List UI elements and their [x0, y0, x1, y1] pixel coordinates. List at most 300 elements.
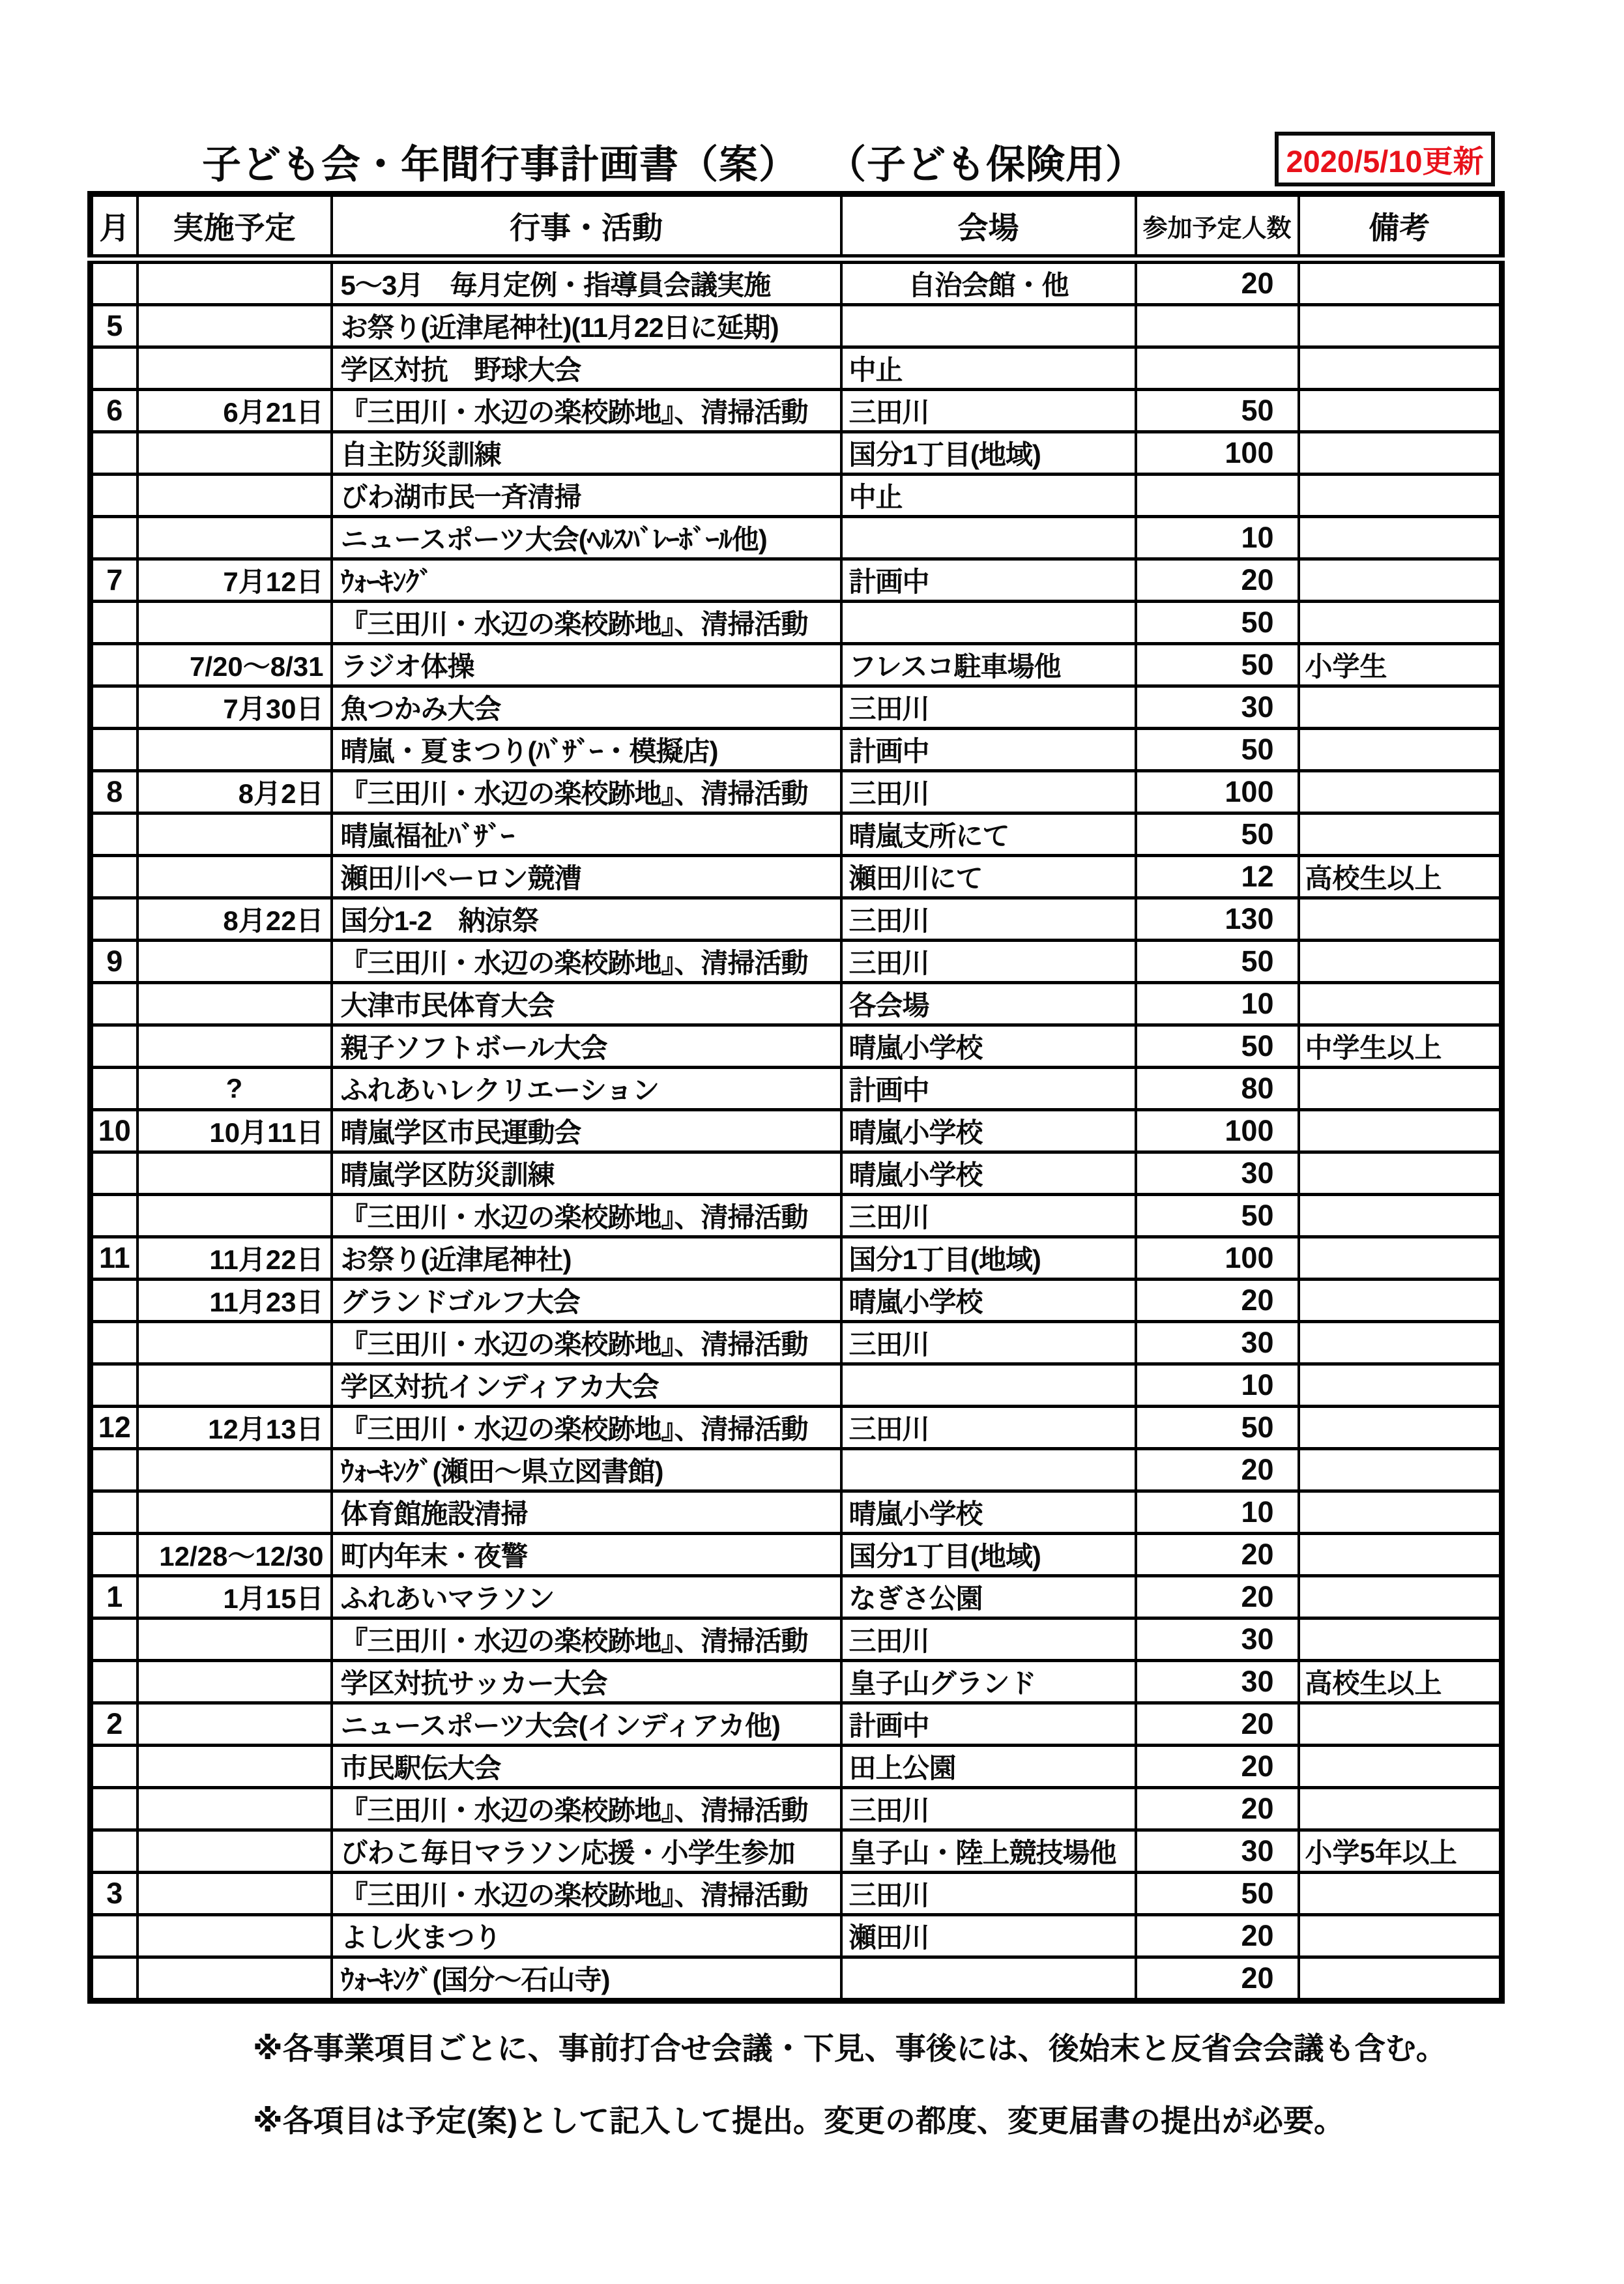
participants-cell: 20 — [1136, 1746, 1299, 1788]
activity-cell: ｳｫｰｷﾝｸﾞ(国分～石山寺) — [332, 1957, 841, 2001]
month-cell — [91, 686, 138, 729]
note-cell — [1299, 1788, 1502, 1830]
venue-cell: 三田川 — [841, 686, 1136, 729]
venue-cell: 中止 — [841, 347, 1136, 390]
note-cell — [1299, 1110, 1502, 1152]
schedule-row — [91, 1068, 1502, 1110]
activity-cell: 親子ソフトボール大会 — [332, 1025, 841, 1068]
venue-cell: 晴嵐支所にて — [841, 813, 1136, 856]
month-cell — [91, 1746, 138, 1788]
table-header — [91, 194, 1502, 259]
venue-cell: 晴嵐小学校 — [841, 1025, 1136, 1068]
month-cell — [91, 813, 138, 856]
note-cell — [1299, 1449, 1502, 1491]
activity-cell: 『三田川・水辺の楽校跡地』、清掃活動 — [332, 1873, 841, 1915]
participants-cell: 50 — [1136, 602, 1299, 644]
activity-cell: 『三田川・水辺の楽校跡地』、清掃活動 — [332, 941, 841, 983]
month-cell — [91, 1195, 138, 1237]
venue-cell: なぎさ公園 — [841, 1576, 1136, 1618]
date-cell: 8月2日 — [138, 771, 332, 813]
date-cell: 11月23日 — [138, 1280, 332, 1322]
column-header-activity: 行事・活動 — [332, 194, 841, 259]
schedule-row — [91, 771, 1502, 813]
venue-cell: 瀬田川にて — [841, 856, 1136, 898]
participants-cell: 10 — [1136, 1491, 1299, 1534]
schedule-row — [91, 390, 1502, 432]
date-cell: 10月11日 — [138, 1110, 332, 1152]
note-cell — [1299, 1152, 1502, 1195]
participants-cell: 50 — [1136, 1025, 1299, 1068]
footnote-line-2: ※各項目は予定(案)として記入して提出。変更の都度、変更届書の提出が必要。 — [253, 2103, 1344, 2138]
month-cell: 12 — [91, 1407, 138, 1449]
date-cell — [138, 941, 332, 983]
month-cell — [91, 1534, 138, 1576]
month-cell: 3 — [91, 1873, 138, 1915]
activity-cell: 『三田川・水辺の楽校跡地』、清掃活動 — [332, 1618, 841, 1661]
date-cell: 12月13日 — [138, 1407, 332, 1449]
note-cell: 小学生 — [1299, 644, 1502, 686]
date-cell — [138, 259, 332, 305]
schedule-row — [91, 475, 1502, 517]
participants-cell: 130 — [1136, 898, 1299, 941]
participants-cell — [1136, 347, 1299, 390]
note-cell: 高校生以上 — [1299, 856, 1502, 898]
note-cell — [1299, 1915, 1502, 1957]
month-cell — [91, 602, 138, 644]
schedule-row — [91, 1280, 1502, 1322]
note-cell — [1299, 602, 1502, 644]
date-cell — [138, 1788, 332, 1830]
participants-cell: 20 — [1136, 1788, 1299, 1830]
venue-cell: 晴嵐小学校 — [841, 1152, 1136, 1195]
schedule-row — [91, 602, 1502, 644]
participants-cell: 100 — [1136, 1110, 1299, 1152]
participants-cell: 50 — [1136, 813, 1299, 856]
venue-cell: 計画中 — [841, 729, 1136, 771]
date-cell — [138, 1491, 332, 1534]
note-cell — [1299, 686, 1502, 729]
schedule-row — [91, 1576, 1502, 1618]
month-cell — [91, 983, 138, 1025]
schedule-row — [91, 559, 1502, 602]
participants-cell: 30 — [1136, 1618, 1299, 1661]
activity-cell: 学区対抗インディアカ大会 — [332, 1364, 841, 1407]
note-cell — [1299, 771, 1502, 813]
activity-cell: 『三田川・水辺の楽校跡地』、清掃活動 — [332, 602, 841, 644]
note-cell — [1299, 305, 1502, 347]
month-cell — [91, 1618, 138, 1661]
date-cell — [138, 1873, 332, 1915]
note-cell — [1299, 1746, 1502, 1788]
column-header-date: 実施予定 — [138, 194, 332, 259]
venue-cell: 計画中 — [841, 1703, 1136, 1746]
month-cell: 5 — [91, 305, 138, 347]
schedule-row — [91, 856, 1502, 898]
activity-cell: ｳｫｰｷﾝｸﾞ(瀬田～県立図書館) — [332, 1449, 841, 1491]
venue-cell: 三田川 — [841, 1618, 1136, 1661]
venue-cell: 三田川 — [841, 1407, 1136, 1449]
schedule-row — [91, 1957, 1502, 2001]
participants-cell: 50 — [1136, 1195, 1299, 1237]
page-title-sub: （子ども保険用） — [847, 143, 1145, 186]
participants-cell: 30 — [1136, 1830, 1299, 1873]
updated-date-label: 2020/5/10更新 — [1286, 143, 1484, 179]
note-cell — [1299, 517, 1502, 559]
participants-cell: 30 — [1136, 686, 1299, 729]
venue-cell: 三田川 — [841, 1195, 1136, 1237]
note-cell — [1299, 1873, 1502, 1915]
date-cell — [138, 305, 332, 347]
schedule-row — [91, 1449, 1502, 1491]
activity-cell: 瀬田川ペーロン競漕 — [332, 856, 841, 898]
activity-cell: 国分1-2 納涼祭 — [332, 898, 841, 941]
month-cell: 1 — [91, 1576, 138, 1618]
activity-cell: 『三田川・水辺の楽校跡地』、清掃活動 — [332, 390, 841, 432]
participants-cell: 20 — [1136, 1280, 1299, 1322]
month-cell — [91, 1068, 138, 1110]
note-cell: 高校生以上 — [1299, 1661, 1502, 1703]
note-cell — [1299, 813, 1502, 856]
note-cell: 小学5年以上 — [1299, 1830, 1502, 1873]
activity-cell: 自主防災訓練 — [332, 432, 841, 475]
month-cell — [91, 644, 138, 686]
date-cell — [138, 602, 332, 644]
page-title — [202, 134, 1145, 190]
schedule-row — [91, 1152, 1502, 1195]
activity-cell: 晴嵐学区防災訓練 — [332, 1152, 841, 1195]
month-cell — [91, 259, 138, 305]
month-cell — [91, 1788, 138, 1830]
date-cell: 11月22日 — [138, 1237, 332, 1280]
schedule-row — [91, 1915, 1502, 1957]
participants-cell: 80 — [1136, 1068, 1299, 1110]
participants-cell: 50 — [1136, 1407, 1299, 1449]
activity-cell: ふれあいレクリエーション — [332, 1068, 841, 1110]
month-cell — [91, 1915, 138, 1957]
activity-cell: 5～3月 毎月定例・指導員会議実施 — [332, 259, 841, 305]
column-header-participants: 参加予定人数 — [1136, 194, 1299, 259]
venue-cell: 皇子山グランド — [841, 1661, 1136, 1703]
schedule-row — [91, 1025, 1502, 1068]
participants-cell: 50 — [1136, 390, 1299, 432]
date-cell — [138, 347, 332, 390]
activity-cell: 学区対抗サッカー大会 — [332, 1661, 841, 1703]
note-cell — [1299, 1280, 1502, 1322]
venue-cell: 国分1丁目(地域) — [841, 1237, 1136, 1280]
date-cell — [138, 475, 332, 517]
note-cell — [1299, 1407, 1502, 1449]
activity-cell: 『三田川・水辺の楽校跡地』、清掃活動 — [332, 1788, 841, 1830]
date-cell — [138, 1364, 332, 1407]
schedule-row — [91, 898, 1502, 941]
venue-cell: 中止 — [841, 475, 1136, 517]
venue-cell: 国分1丁目(地域) — [841, 1534, 1136, 1576]
date-cell — [138, 813, 332, 856]
date-cell — [138, 1703, 332, 1746]
date-cell: 7月30日 — [138, 686, 332, 729]
date-cell: 8月22日 — [138, 898, 332, 941]
activity-cell: お祭り(近津尾神社)(11月22日に延期) — [332, 305, 841, 347]
participants-cell: 50 — [1136, 729, 1299, 771]
venue-cell: 三田川 — [841, 771, 1136, 813]
venue-cell: 晴嵐小学校 — [841, 1110, 1136, 1152]
date-cell — [138, 729, 332, 771]
month-cell — [91, 517, 138, 559]
date-cell: ? — [138, 1068, 332, 1110]
schedule-row — [91, 1661, 1502, 1703]
participants-cell: 50 — [1136, 941, 1299, 983]
activity-cell: 晴嵐学区市民運動会 — [332, 1110, 841, 1152]
schedule-row — [91, 644, 1502, 686]
month-cell — [91, 1491, 138, 1534]
activity-cell: 町内年末・夜警 — [332, 1534, 841, 1576]
venue-cell: 三田川 — [841, 390, 1136, 432]
schedule-table-container — [87, 191, 1505, 2004]
schedule-row — [91, 941, 1502, 983]
month-cell: 9 — [91, 941, 138, 983]
activity-cell: ニュースポーツ大会(インディアカ他) — [332, 1703, 841, 1746]
note-cell — [1299, 347, 1502, 390]
schedule-row — [91, 686, 1502, 729]
date-cell — [138, 1195, 332, 1237]
participants-cell: 12 — [1136, 856, 1299, 898]
month-cell — [91, 1449, 138, 1491]
note-cell — [1299, 1195, 1502, 1237]
note-cell — [1299, 1068, 1502, 1110]
activity-cell: お祭り(近津尾神社) — [332, 1237, 841, 1280]
page-title-main: 子ども会・年間行事計画書（案） — [202, 143, 798, 186]
month-cell: 6 — [91, 390, 138, 432]
date-cell — [138, 1661, 332, 1703]
participants-cell: 50 — [1136, 1873, 1299, 1915]
participants-cell: 50 — [1136, 644, 1299, 686]
column-header-note: 備考 — [1299, 194, 1502, 259]
schedule-row — [91, 347, 1502, 390]
note-cell — [1299, 1957, 1502, 2001]
annual-schedule-table — [87, 191, 1505, 2004]
month-cell: 7 — [91, 559, 138, 602]
month-cell — [91, 1152, 138, 1195]
date-cell — [138, 1025, 332, 1068]
schedule-row — [91, 1364, 1502, 1407]
venue-cell: 三田川 — [841, 898, 1136, 941]
note-cell — [1299, 1618, 1502, 1661]
venue-cell: 三田川 — [841, 1322, 1136, 1364]
participants-cell: 20 — [1136, 1703, 1299, 1746]
note-cell — [1299, 432, 1502, 475]
participants-cell: 30 — [1136, 1322, 1299, 1364]
date-cell — [138, 1152, 332, 1195]
schedule-row — [91, 1746, 1502, 1788]
month-cell — [91, 432, 138, 475]
date-cell — [138, 1830, 332, 1873]
venue-cell: 皇子山・陸上競技場他 — [841, 1830, 1136, 1873]
table-body — [91, 259, 1502, 2001]
month-cell — [91, 729, 138, 771]
venue-cell — [841, 1364, 1136, 1407]
venue-cell: 三田川 — [841, 1873, 1136, 1915]
month-cell — [91, 1025, 138, 1068]
note-cell — [1299, 259, 1502, 305]
activity-cell: 体育館施設清掃 — [332, 1491, 841, 1534]
venue-cell: 自治会館・他 — [841, 259, 1136, 305]
note-cell: 中学生以上 — [1299, 1025, 1502, 1068]
participants-cell: 10 — [1136, 517, 1299, 559]
venue-cell: 晴嵐小学校 — [841, 1280, 1136, 1322]
venue-cell — [841, 1449, 1136, 1491]
venue-cell: 晴嵐小学校 — [841, 1491, 1136, 1534]
date-cell — [138, 1915, 332, 1957]
month-cell: 2 — [91, 1703, 138, 1746]
venue-cell: 三田川 — [841, 1788, 1136, 1830]
month-cell: 10 — [91, 1110, 138, 1152]
schedule-row — [91, 1788, 1502, 1830]
schedule-row — [91, 1110, 1502, 1152]
note-cell — [1299, 559, 1502, 602]
schedule-row — [91, 1534, 1502, 1576]
schedule-row — [91, 1491, 1502, 1534]
date-cell — [138, 1322, 332, 1364]
participants-cell: 10 — [1136, 1364, 1299, 1407]
activity-cell: よし火まつり — [332, 1915, 841, 1957]
activity-cell: 晴嵐・夏まつり(ﾊﾞｻﾞｰ・模擬店) — [332, 729, 841, 771]
venue-cell — [841, 1957, 1136, 2001]
month-cell — [91, 1322, 138, 1364]
participants-cell: 20 — [1136, 1576, 1299, 1618]
participants-cell: 30 — [1136, 1152, 1299, 1195]
note-cell — [1299, 983, 1502, 1025]
month-cell — [91, 475, 138, 517]
venue-cell — [841, 305, 1136, 347]
note-cell — [1299, 1576, 1502, 1618]
activity-cell: ｳｫｰｷﾝｸﾞ — [332, 559, 841, 602]
note-cell — [1299, 1322, 1502, 1364]
venue-cell: 各会場 — [841, 983, 1136, 1025]
participants-cell: 100 — [1136, 1237, 1299, 1280]
month-cell — [91, 1830, 138, 1873]
column-header-month: 月 — [91, 194, 138, 259]
date-cell: 7月12日 — [138, 559, 332, 602]
date-cell: 1月15日 — [138, 1576, 332, 1618]
footnotes — [253, 2025, 1447, 2141]
month-cell — [91, 1364, 138, 1407]
activity-cell: 市民駅伝大会 — [332, 1746, 841, 1788]
activity-cell: 『三田川・水辺の楽校跡地』、清掃活動 — [332, 1407, 841, 1449]
updated-date-badge — [1275, 132, 1495, 186]
activity-cell: ふれあいマラソン — [332, 1576, 841, 1618]
note-cell — [1299, 390, 1502, 432]
activity-cell: びわこ毎日マラソン応援・小学生参加 — [332, 1830, 841, 1873]
date-cell — [138, 1618, 332, 1661]
venue-cell: 三田川 — [841, 941, 1136, 983]
month-cell — [91, 898, 138, 941]
schedule-row — [91, 432, 1502, 475]
schedule-row — [91, 1195, 1502, 1237]
activity-cell: 『三田川・水辺の楽校跡地』、清掃活動 — [332, 771, 841, 813]
participants-cell: 20 — [1136, 1534, 1299, 1576]
date-cell — [138, 517, 332, 559]
schedule-row — [91, 305, 1502, 347]
participants-cell: 20 — [1136, 1957, 1299, 2001]
note-cell — [1299, 729, 1502, 771]
schedule-row — [91, 1618, 1502, 1661]
date-cell — [138, 1449, 332, 1491]
venue-cell — [841, 602, 1136, 644]
schedule-row — [91, 1703, 1502, 1746]
date-cell — [138, 1957, 332, 2001]
date-cell — [138, 856, 332, 898]
participants-cell: 20 — [1136, 1915, 1299, 1957]
date-cell — [138, 432, 332, 475]
schedule-row — [91, 1322, 1502, 1364]
schedule-row — [91, 983, 1502, 1025]
venue-cell: 瀬田川 — [841, 1915, 1136, 1957]
month-cell: 11 — [91, 1237, 138, 1280]
month-cell: 8 — [91, 771, 138, 813]
participants-cell — [1136, 475, 1299, 517]
schedule-row — [91, 1830, 1502, 1873]
note-cell — [1299, 1534, 1502, 1576]
footnote-line-1: ※各事業項目ごとに、事前打合せ会議・下見、事後には、後始末と反省会会議も含む。 — [253, 2031, 1447, 2066]
venue-cell: フレスコ駐車場他 — [841, 644, 1136, 686]
month-cell — [91, 856, 138, 898]
venue-cell — [841, 517, 1136, 559]
activity-cell: ラジオ体操 — [332, 644, 841, 686]
venue-cell: 国分1丁目(地域) — [841, 432, 1136, 475]
column-header-venue: 会場 — [841, 194, 1136, 259]
activity-cell: グランドゴルフ大会 — [332, 1280, 841, 1322]
month-cell — [91, 347, 138, 390]
activity-cell: 学区対抗 野球大会 — [332, 347, 841, 390]
month-cell — [91, 1661, 138, 1703]
participants-cell: 100 — [1136, 771, 1299, 813]
note-cell — [1299, 475, 1502, 517]
date-cell — [138, 983, 332, 1025]
schedule-row — [91, 1407, 1502, 1449]
activity-cell: 魚つかみ大会 — [332, 686, 841, 729]
participants-cell — [1136, 305, 1299, 347]
participants-cell: 10 — [1136, 983, 1299, 1025]
participants-cell: 100 — [1136, 432, 1299, 475]
activity-cell: 『三田川・水辺の楽校跡地』、清掃活動 — [332, 1322, 841, 1364]
note-cell — [1299, 1491, 1502, 1534]
note-cell — [1299, 941, 1502, 983]
activity-cell: びわ湖市民一斉清掃 — [332, 475, 841, 517]
date-cell: 12/28～12/30 — [138, 1534, 332, 1576]
activity-cell: 『三田川・水辺の楽校跡地』、清掃活動 — [332, 1195, 841, 1237]
venue-cell: 計画中 — [841, 559, 1136, 602]
participants-cell: 20 — [1136, 559, 1299, 602]
schedule-row — [91, 813, 1502, 856]
activity-cell: ニュースポーツ大会(ﾍﾙｽﾊﾞﾚｰﾎﾞｰﾙ他) — [332, 517, 841, 559]
table-header-row — [91, 194, 1502, 259]
schedule-row — [91, 1237, 1502, 1280]
month-cell — [91, 1280, 138, 1322]
note-cell — [1299, 1703, 1502, 1746]
note-cell — [1299, 898, 1502, 941]
schedule-row — [91, 259, 1502, 305]
venue-cell: 計画中 — [841, 1068, 1136, 1110]
participants-cell: 30 — [1136, 1661, 1299, 1703]
note-cell — [1299, 1364, 1502, 1407]
participants-cell: 20 — [1136, 1449, 1299, 1491]
date-cell — [138, 1746, 332, 1788]
schedule-row — [91, 517, 1502, 559]
activity-cell: 大津市民体育大会 — [332, 983, 841, 1025]
participants-cell: 20 — [1136, 259, 1299, 305]
date-cell: 7/20～8/31 — [138, 644, 332, 686]
activity-cell: 晴嵐福祉ﾊﾞｻﾞｰ — [332, 813, 841, 856]
